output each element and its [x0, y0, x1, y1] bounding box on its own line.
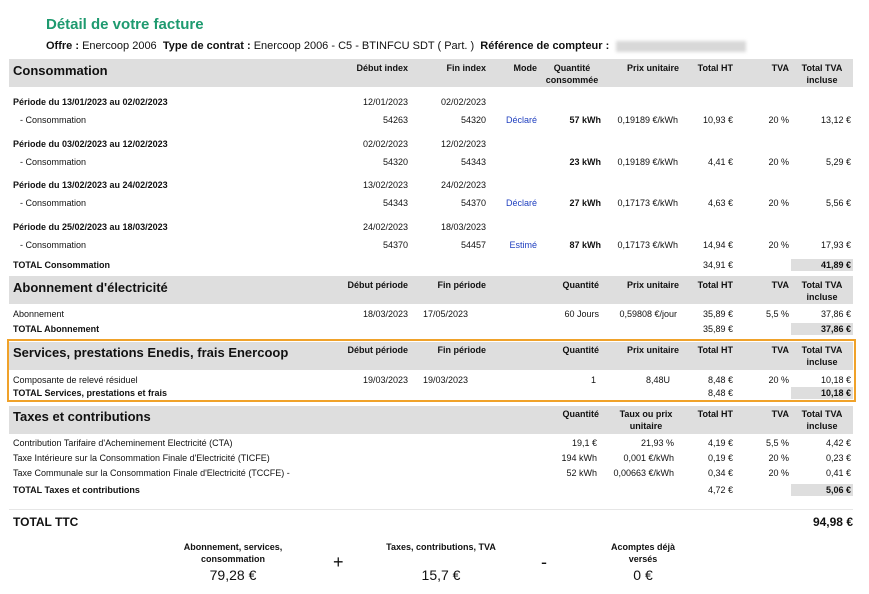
- tax-row-tva: 20 %: [768, 468, 789, 478]
- consommation-total-label: TOTAL Consommation: [13, 260, 111, 270]
- tax-row-quantite: 194 kWh: [561, 453, 597, 463]
- svc-col-total-ttc: Total TVA incluse: [801, 345, 843, 367]
- col-mode: Mode: [513, 63, 537, 73]
- tax-col-tva: TVA: [771, 409, 789, 419]
- abo-col-total-ttc: Total TVA incluse: [801, 280, 843, 302]
- summary-acomptes-value: 0 €: [633, 567, 653, 583]
- col-debut-index: Début index: [356, 63, 408, 73]
- period-row-label: - Consommation: [20, 157, 87, 167]
- minus-sign: -: [541, 552, 547, 572]
- period-tva: 20 %: [768, 157, 789, 167]
- services-total-ttc: 10,18 €: [820, 388, 851, 398]
- abonnement-row-total-ttc: 37,86 €: [820, 309, 851, 319]
- period-label: Période du 25/02/2023 au 18/03/2023: [13, 222, 168, 232]
- consommation-total-ttc: 41,89 €: [820, 260, 851, 270]
- svc-col-fin: Fin période: [437, 345, 486, 355]
- period-debut-index: 54343: [382, 198, 408, 208]
- period-total-ht: 4,63 €: [707, 198, 733, 208]
- consommation-title: Consommation: [13, 63, 108, 78]
- tax-row-total-ttc: 0,23 €: [825, 453, 851, 463]
- services-row-prix: 8,48U: [645, 375, 670, 385]
- tax-row-total-ht: 4,19 €: [707, 438, 733, 448]
- services-total-label: TOTAL Services, prestations et frais: [13, 388, 168, 398]
- services-row-total-ht: 8,48 €: [707, 375, 733, 385]
- tax-row-label: Taxe Intérieure sur la Consommation Finale d'Electricité (TICFE): [13, 453, 270, 463]
- period-mode: Déclaré: [505, 198, 537, 208]
- summary-abonnement-value: 79,28 €: [209, 567, 257, 583]
- tax-row-taux: 0,001 €/kWh: [623, 453, 674, 463]
- abonnement-row-prix: 0,59808 €/jour: [619, 309, 677, 319]
- col-quantite: Quantité consommée: [545, 63, 599, 85]
- tax-row-quantite: 19,1 €: [571, 438, 597, 448]
- tax-row-tva: 5,5 %: [765, 438, 789, 448]
- services-total-ht: 8,48 €: [707, 388, 733, 398]
- period-label: Période du 13/01/2023 au 02/02/2023: [13, 97, 168, 107]
- taxes-total-label: TOTAL Taxes et contributions: [13, 485, 140, 495]
- tax-row-total-ttc: 0,41 €: [825, 468, 851, 478]
- services-row-label: Composante de relevé résiduel: [13, 375, 138, 385]
- period-mode: Déclaré: [505, 115, 537, 125]
- summary-taxes-label: Taxes, contributions, TVA: [386, 542, 496, 552]
- total-ttc-label: TOTAL TTC: [13, 515, 79, 529]
- contrat-label: Type de contrat :: [162, 40, 251, 52]
- period-debut-date: 02/02/2023: [362, 139, 408, 149]
- period-total-ttc: 5,56 €: [825, 198, 851, 208]
- period-debut-index: 54320: [382, 157, 408, 167]
- tax-col-quantite: Quantité: [562, 409, 599, 419]
- tax-row-quantite: 52 kWh: [566, 468, 597, 478]
- period-prix: 0,19189 €/kWh: [617, 115, 678, 125]
- col-total-ht: Total HT: [697, 63, 733, 73]
- abonnement-row-quantite: 60 Jours: [564, 309, 599, 319]
- tax-row-total-ttc: 4,42 €: [825, 438, 851, 448]
- col-total-ttc: Total TVA incluse: [801, 63, 843, 85]
- period-row-label: - Consommation: [20, 198, 87, 208]
- period-prix: 0,17173 €/kWh: [617, 240, 678, 250]
- abonnement-row-tva: 5,5 %: [765, 309, 789, 319]
- abonnement-row-label: Abonnement: [13, 309, 65, 319]
- tax-row-total-ht: 0,34 €: [707, 468, 733, 478]
- abonnement-row-fin: 17/05/2023: [423, 309, 469, 319]
- period-fin-index: 54343: [460, 157, 486, 167]
- period-fin-index: 54320: [460, 115, 486, 125]
- taxes-total-ttc: 5,06 €: [825, 485, 851, 495]
- summary-acomptes-label: Acomptes déjà versés: [610, 542, 676, 564]
- period-fin-date: 24/02/2023: [440, 180, 486, 190]
- services-row-tva: 20 %: [768, 375, 789, 385]
- tax-col-taux: Taux ou prix unitaire: [619, 409, 673, 431]
- taxes-total-ht: 4,72 €: [707, 485, 733, 495]
- tax-col-total-ttc: Total TVA incluse: [801, 409, 843, 431]
- total-separator: [9, 509, 853, 510]
- contract-info: [46, 40, 746, 52]
- svc-col-quantite: Quantité: [562, 345, 599, 355]
- tax-col-total-ht: Total HT: [697, 409, 733, 419]
- redacted-meter-reference: [616, 41, 746, 52]
- period-quantite: 87 kWh: [569, 240, 601, 250]
- abonnement-total-ttc: 37,86 €: [820, 324, 851, 334]
- period-debut-date: 13/02/2023: [362, 180, 408, 190]
- period-quantite: 57 kWh: [569, 115, 601, 125]
- period-fin-date: 12/02/2023: [440, 139, 486, 149]
- taxes-title: Taxes et contributions: [13, 409, 151, 424]
- summary-taxes-value: 15,7 €: [421, 567, 461, 583]
- highlight-frame: [7, 339, 856, 402]
- services-row-total-ttc: 10,18 €: [820, 375, 851, 385]
- abo-col-fin: Fin période: [437, 280, 486, 290]
- period-total-ttc: 13,12 €: [820, 115, 851, 125]
- abo-col-debut: Début période: [347, 280, 408, 290]
- tax-row-tva: 20 %: [768, 453, 789, 463]
- period-tva: 20 %: [768, 198, 789, 208]
- period-fin-date: 18/03/2023: [440, 222, 486, 232]
- period-label: Période du 13/02/2023 au 24/02/2023: [13, 180, 168, 190]
- period-mode: Estimé: [509, 240, 537, 250]
- abo-col-total-ht: Total HT: [697, 280, 733, 290]
- abo-col-prix: Prix unitaire: [626, 280, 679, 290]
- tax-row-label: Taxe Communale sur la Consommation Finale d'Electricité (TCCFE) -: [13, 468, 290, 478]
- svc-col-prix: Prix unitaire: [626, 345, 679, 355]
- period-tva: 20 %: [768, 115, 789, 125]
- period-total-ttc: 5,29 €: [825, 157, 851, 167]
- page-title: Détail de votre facture: [46, 16, 204, 33]
- svc-col-debut: Début période: [347, 345, 408, 355]
- col-fin-index: Fin index: [446, 63, 486, 73]
- period-row-label: - Consommation: [20, 240, 87, 250]
- period-tva: 20 %: [768, 240, 789, 250]
- abo-col-tva: TVA: [771, 280, 789, 290]
- services-title: Services, prestations Enedis, frais Enercoop: [13, 345, 289, 360]
- col-prix-unitaire: Prix unitaire: [626, 63, 679, 73]
- consommation-total-ht: 34,91 €: [702, 260, 733, 270]
- compteur-label: Référence de compteur :: [480, 40, 610, 52]
- period-total-ttc: 17,93 €: [820, 240, 851, 250]
- period-prix: 0,19189 €/kWh: [617, 157, 678, 167]
- services-row-fin: 19/03/2023: [423, 375, 469, 385]
- abonnement-total-ht: 35,89 €: [702, 324, 733, 334]
- services-row-debut: 19/03/2023: [362, 375, 408, 385]
- abonnement-title: Abonnement d'électricité: [13, 280, 168, 295]
- abo-col-quantite: Quantité: [562, 280, 599, 290]
- period-fin-index: 54457: [460, 240, 486, 250]
- services-row-quantite: 1: [590, 375, 596, 385]
- period-fin-date: 02/02/2023: [440, 97, 486, 107]
- period-debut-index: 54263: [382, 115, 408, 125]
- contrat-value: Enercoop 2006 - C5 - BTINFCU SDT ( Part. ): [253, 40, 475, 52]
- tax-row-taux: 21,93 %: [640, 438, 674, 448]
- plus-sign: +: [333, 552, 344, 572]
- offre-label: Offre :: [46, 40, 79, 52]
- abonnement-total-label: TOTAL Abonnement: [13, 324, 100, 334]
- summary-abonnement-label: Abonnement, services, consommation: [183, 542, 283, 564]
- period-row-label: - Consommation: [20, 115, 87, 125]
- tax-row-label: Contribution Tarifaire d'Acheminement Electricité (CTA): [13, 438, 233, 448]
- period-quantite: 27 kWh: [569, 198, 601, 208]
- period-total-ht: 4,41 €: [707, 157, 733, 167]
- period-debut-date: 12/01/2023: [362, 97, 408, 107]
- period-prix: 0,17173 €/kWh: [617, 198, 678, 208]
- svc-col-tva: TVA: [771, 345, 789, 355]
- period-fin-index: 54370: [460, 198, 486, 208]
- tax-row-total-ht: 0,19 €: [707, 453, 733, 463]
- tax-row-taux: 0,00663 €/kWh: [613, 468, 674, 478]
- period-quantite: 23 kWh: [569, 157, 601, 167]
- period-total-ht: 10,93 €: [702, 115, 733, 125]
- svc-col-total-ht: Total HT: [697, 345, 733, 355]
- col-tva: TVA: [771, 63, 789, 73]
- total-ttc-value: 94,98 €: [812, 515, 853, 529]
- offre-value: Enercoop 2006: [82, 40, 157, 52]
- abonnement-row-total-ht: 35,89 €: [702, 309, 733, 319]
- period-debut-index: 54370: [382, 240, 408, 250]
- period-debut-date: 24/02/2023: [362, 222, 408, 232]
- abonnement-row-debut: 18/03/2023: [362, 309, 408, 319]
- period-total-ht: 14,94 €: [702, 240, 733, 250]
- period-label: Période du 03/02/2023 au 12/02/2023: [13, 139, 168, 149]
